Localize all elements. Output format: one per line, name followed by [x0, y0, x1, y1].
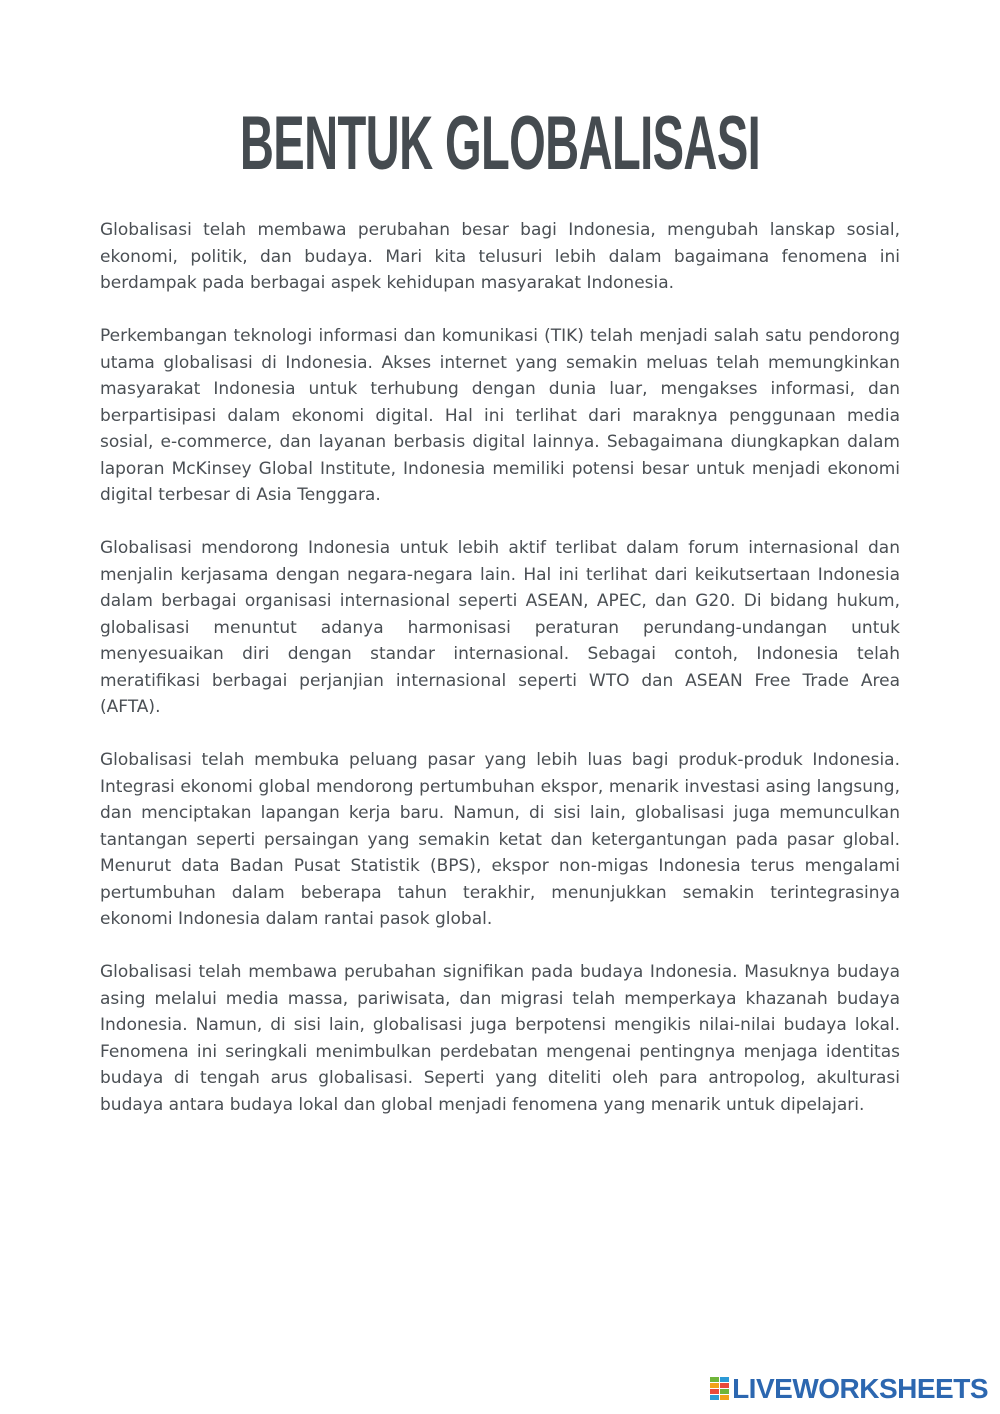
paragraph-politics-law: Globalisasi mendorong Indonesia untuk lebih aktif terlibat dalam forum internasional dan menjalin kerjasama dengan negara-negara lain. Hal ini terlihat dari keikutsertaan Indonesia dalam berbagai organisasi internasional seperti ASEAN, APEC, dan G20. Di bidang hukum, globalisasi menuntut adanya harmonisasi peraturan perundang-undangan untuk menyesuaikan diri dengan standar internasional. Sebagai contoh, Indonesia telah meratifikasi berbagai perjanjian internasional seperti WTO dan ASEAN Free Trade Area (AFTA). — [100, 538, 900, 717]
document-body — [100, 217, 900, 1145]
paragraph-culture: Globalisasi telah membawa perubahan signifikan pada budaya Indonesia. Masuknya budaya asing melalui media massa, pariwisata, dan migrasi telah memperkaya khazanah budaya Indonesia. Namun, di sisi lain, globalisasi juga berpotensi mengikis nilai-nilai budaya lokal. Fenomena ini seringkali menimbulkan perdebatan mengenai pentingnya menjaga identitas budaya di tengah arus globalisasi. Seperti yang diteliti oleh para antropolog, akulturasi budaya antara budaya lokal dan global menjadi fenomena yang menarik untuk dipelajari. — [100, 962, 900, 1115]
liveworksheets-logo-icon — [710, 1377, 730, 1401]
page-title: BENTUK GLOBALISASI — [239, 101, 761, 186]
liveworksheets-logo-text: LIVEWORKSHEETS — [732, 1373, 988, 1404]
liveworksheets-logo — [710, 1374, 988, 1404]
paragraph-intro: Globalisasi telah membawa perubahan besar bagi Indonesia, mengubah lanskap sosial, ekonomi, politik, dan budaya. Mari kita telusuri lebih dalam bagaimana fenomena ini berdampak pada berbagai aspek kehidupan masyarakat Indonesia. — [100, 220, 900, 293]
paragraph-technology: Perkembangan teknologi informasi dan komunikasi (TIK) telah menjadi salah satu pendorong utama globalisasi di Indonesia. Akses internet yang semakin meluas telah memungkinkan masyarakat Indonesia untuk terhubung dengan dunia luar, mengakses informasi, dan berpartisipasi dalam ekonomi digital. Hal ini terlihat dari maraknya penggunaan media sosial, e-commerce, dan layanan berbasis digital lainnya. Sebagaimana diungkapkan dalam laporan McKinsey Global Institute, Indonesia memiliki potensi besar untuk menjadi ekonomi digital terbesar di Asia Tenggara. — [100, 326, 900, 505]
paragraph-economy: Globalisasi telah membuka peluang pasar yang lebih luas bagi produk-produk Indonesia. Integrasi ekonomi global mendorong pertumbuhan ekspor, menarik investasi asing langsung, dan menciptakan lapangan kerja baru. Namun, di sisi lain, globalisasi juga memunculkan tantangan seperti persaingan yang semakin ketat dan ketergantungan pada pasar global. Menurut data Badan Pusat Statistik (BPS), ekspor non-migas Indonesia terus mengalami pertumbuhan dalam beberapa tahun terakhir, menunjukkan semakin terintegrasinya ekonomi Indonesia dalam rantai pasok global. — [100, 750, 900, 929]
